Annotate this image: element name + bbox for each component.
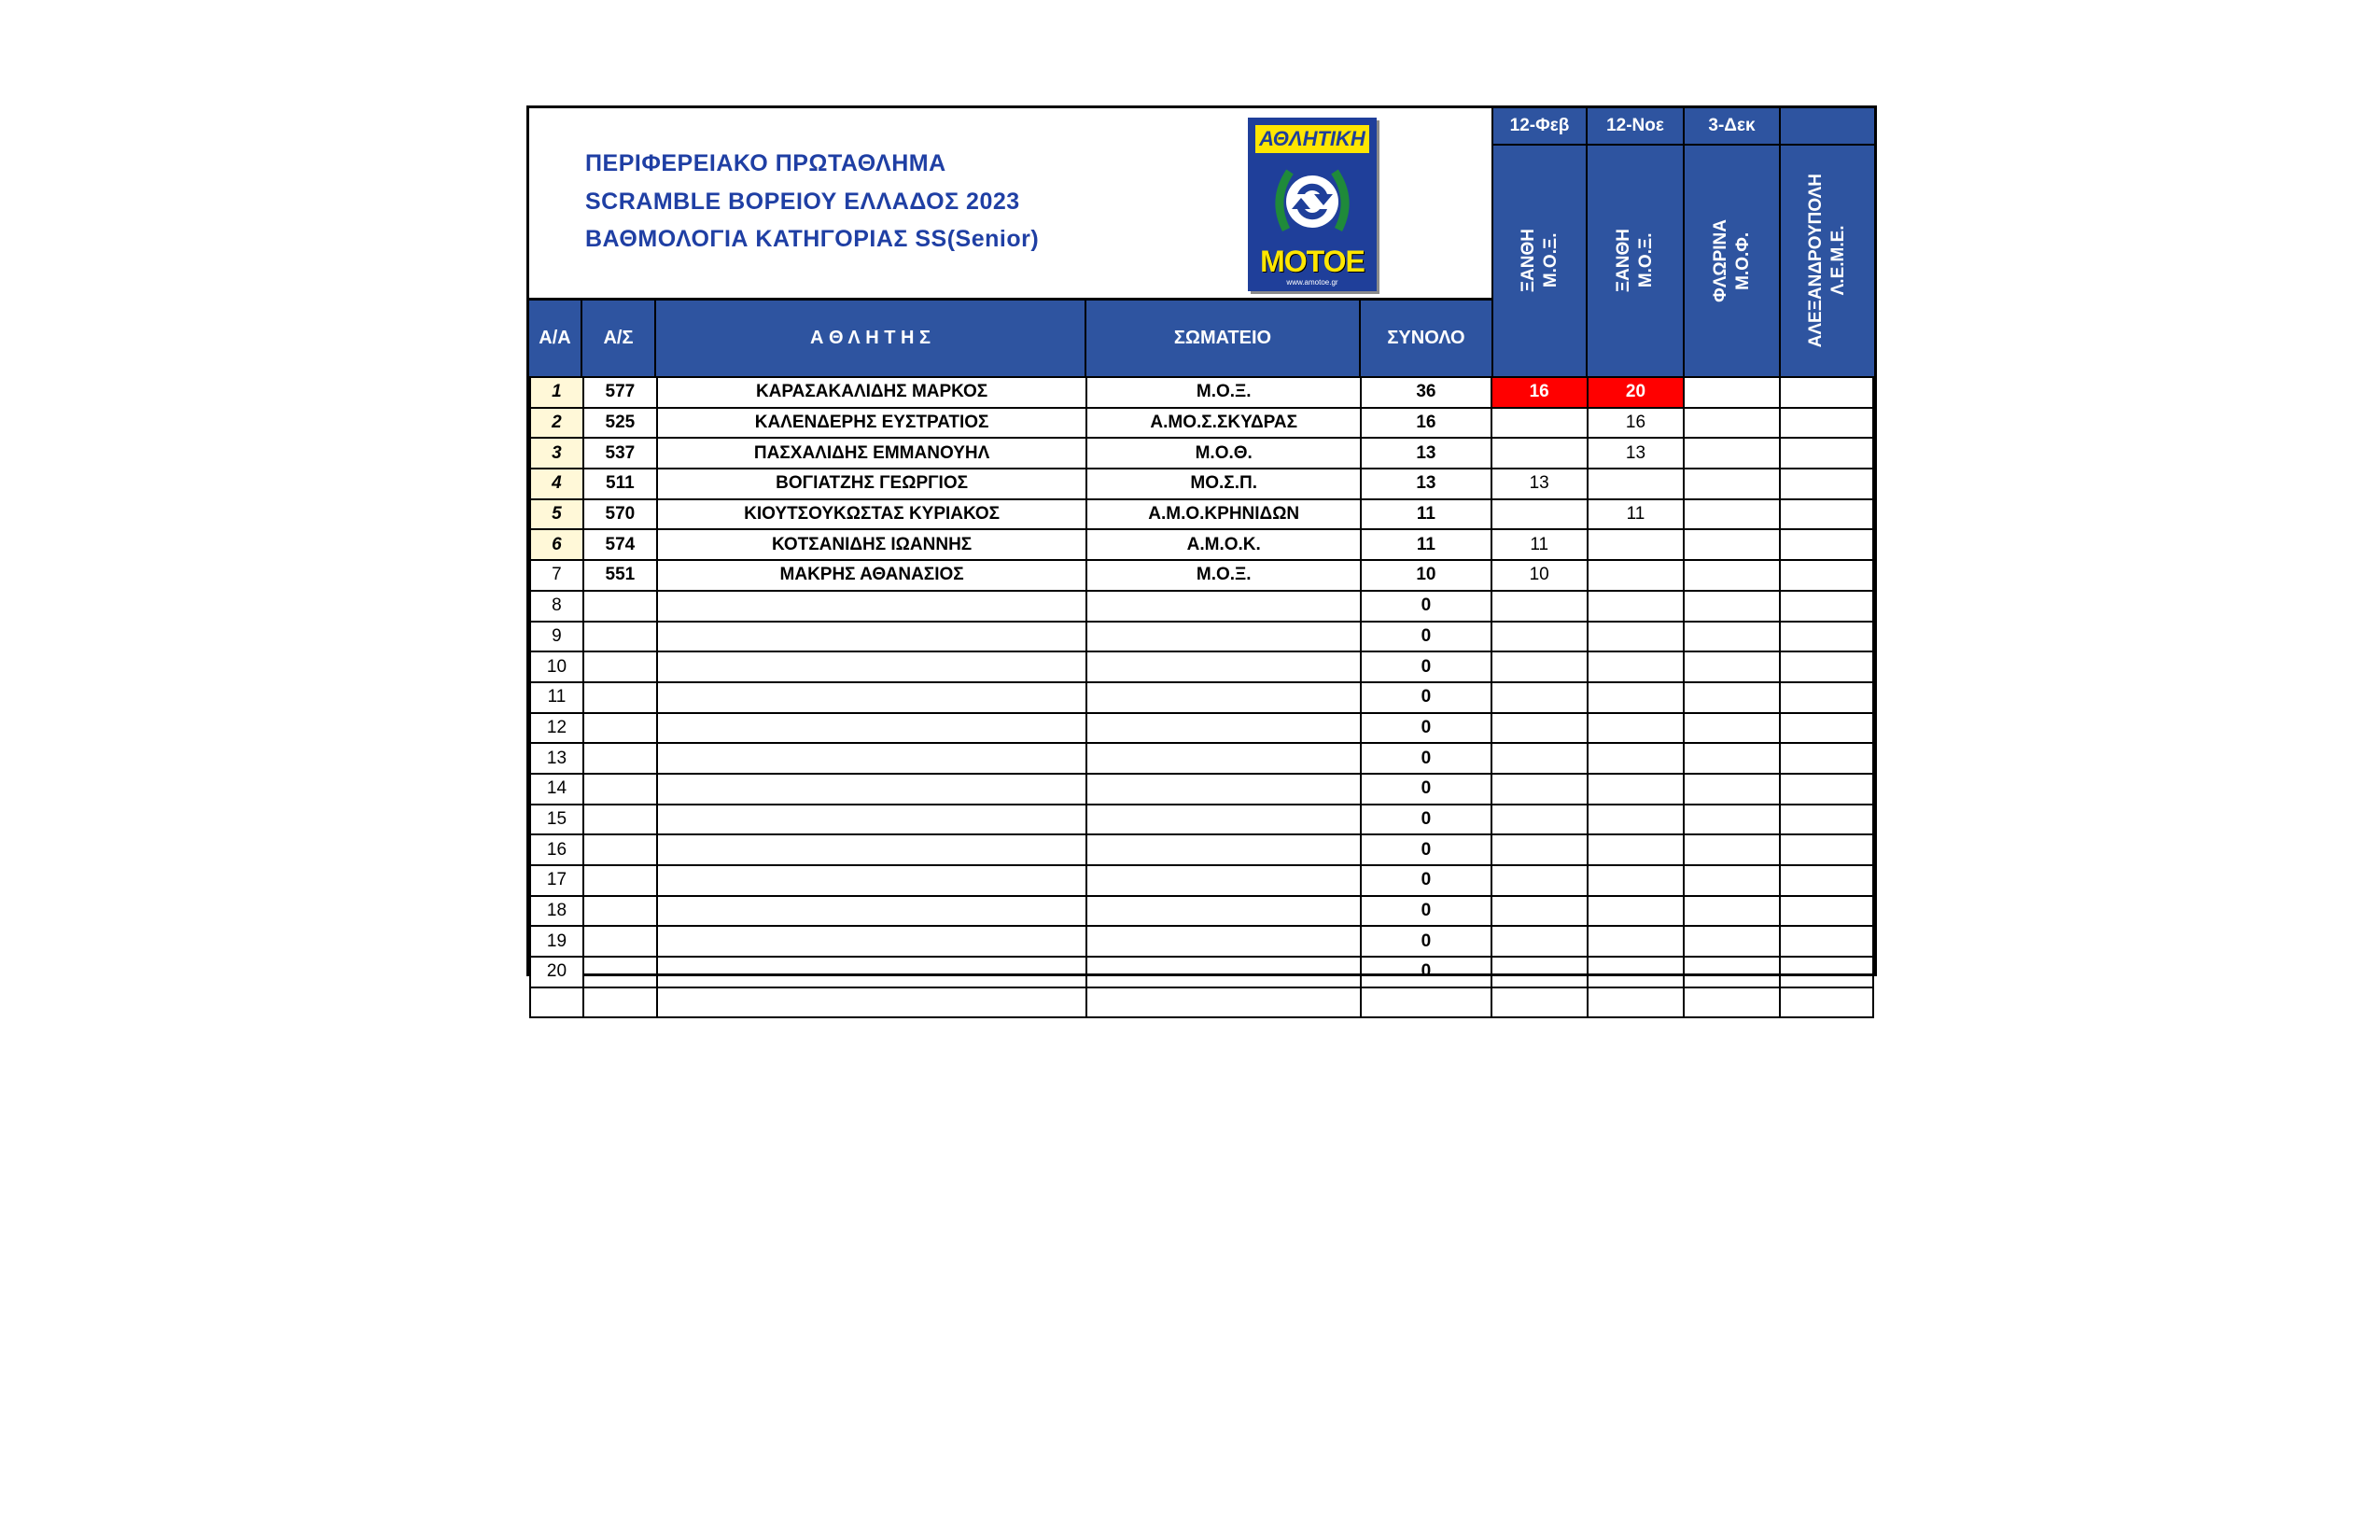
race-date-3: 3-Δεκ (1685, 108, 1781, 146)
number-cell: 577 (583, 377, 657, 408)
athlete-cell (657, 622, 1087, 652)
total-cell: 0 (1361, 591, 1491, 622)
race-points-cell: 11 (1491, 529, 1588, 560)
rank-cell: 13 (530, 743, 583, 774)
race-venue-1-name: ΞΑΝΘΗ (1518, 229, 1538, 293)
race-points-cell (1780, 560, 1873, 591)
race-points-cell (1780, 438, 1873, 469)
race-points-cell: 20 (1588, 377, 1685, 408)
number-cell: 525 (583, 408, 657, 439)
table-row (530, 499, 1873, 530)
race-points-cell (1588, 713, 1685, 744)
col-header-rank: Α/Α (529, 298, 582, 376)
table-row (530, 743, 1873, 774)
total-cell: 36 (1361, 377, 1491, 408)
number-cell (583, 651, 657, 682)
table-row (530, 926, 1873, 957)
race-points-cell (1491, 987, 1588, 1018)
rank-cell: 2 (530, 408, 583, 439)
rank-cell: 16 (530, 834, 583, 865)
race-points-cell (1491, 651, 1588, 682)
race-points-cell (1780, 987, 1873, 1018)
number-cell (583, 713, 657, 744)
race-points-cell (1684, 591, 1780, 622)
athlete-cell (657, 896, 1087, 927)
race-venue-3-name: ΦΛΩΡΙΝΑ (1710, 219, 1730, 302)
club-cell (1086, 774, 1361, 805)
race-points-cell (1780, 529, 1873, 560)
rank-cell: 7 (530, 560, 583, 591)
race-points-cell: 13 (1491, 469, 1588, 499)
race-points-cell (1588, 560, 1685, 591)
athlete-cell (657, 865, 1087, 896)
total-cell: 0 (1361, 651, 1491, 682)
race-points-cell (1491, 682, 1588, 713)
table-row (530, 682, 1873, 713)
rank-cell: 11 (530, 682, 583, 713)
athlete-cell: ΚΑΡΑΣΑΚΑΛΙΔΗΣ ΜΑΡΚΟΣ (657, 377, 1087, 408)
table-row (530, 651, 1873, 682)
number-cell: 511 (583, 469, 657, 499)
club-cell (1086, 896, 1361, 927)
race-points-cell (1588, 591, 1685, 622)
race-points-cell (1684, 469, 1780, 499)
race-points-cell (1588, 774, 1685, 805)
rank-cell: 18 (530, 896, 583, 927)
race-points-cell (1780, 591, 1873, 622)
race-points-cell (1588, 957, 1685, 987)
athlete-cell: ΚΙΟΥΤΣΟΥΚΩΣΤΑΣ ΚΥΡΙΑΚΟΣ (657, 499, 1087, 530)
race-venue-2-name: ΞΑΝΘΗ (1614, 229, 1633, 293)
club-cell: Α.Μ.Ο.Κ. (1086, 529, 1361, 560)
race-venue-4-name: ΑΛΕΞΑΝΔΡΟΥΠΟΛΗ (1806, 174, 1826, 348)
race-venue-1-org: Μ.Ο.Ξ. (1540, 233, 1561, 288)
race-venue-2-org: Μ.Ο.Ξ. (1636, 233, 1656, 288)
athlete-cell: ΚΟΤΣΑΝΙΔΗΣ ΙΩΑΝΝΗΣ (657, 529, 1087, 560)
total-cell: 0 (1361, 774, 1491, 805)
race-points-cell: 16 (1588, 408, 1685, 439)
race-points-cell (1491, 774, 1588, 805)
race-points-cell (1684, 926, 1780, 957)
race-points-cell (1684, 834, 1780, 865)
race-points-cell (1684, 682, 1780, 713)
number-cell (583, 926, 657, 957)
table-row (530, 987, 1873, 1018)
race-points-cell (1780, 499, 1873, 530)
race-points-cell (1684, 438, 1780, 469)
race-points-cell (1684, 560, 1780, 591)
race-points-cell: 11 (1588, 499, 1685, 530)
club-cell: Μ.Ο.Θ. (1086, 438, 1361, 469)
rank-cell: 4 (530, 469, 583, 499)
race-date-2: 12-Νοε (1588, 108, 1685, 146)
race-points-cell (1684, 805, 1780, 835)
number-cell (583, 805, 657, 835)
race-points-cell (1588, 682, 1685, 713)
race-points-cell (1780, 622, 1873, 652)
race-points-cell (1588, 865, 1685, 896)
athlete-cell (657, 743, 1087, 774)
number-cell: 551 (583, 560, 657, 591)
race-points-cell (1588, 834, 1685, 865)
race-date-1: 12-Φεβ (1491, 108, 1588, 146)
col-header-total: ΣΥΝΟΛΟ (1361, 298, 1491, 376)
club-cell: Α.Μ.Ο.ΚΡΗΝΙΔΩΝ (1086, 499, 1361, 530)
col-header-number: Α/Σ (582, 298, 656, 376)
race-venue-4 (1781, 146, 1874, 376)
race-points-cell (1588, 469, 1685, 499)
race-points-cell: 16 (1491, 377, 1588, 408)
race-points-cell: 13 (1588, 438, 1685, 469)
race-points-cell (1491, 926, 1588, 957)
race-venue-2 (1588, 146, 1685, 376)
race-points-cell (1684, 499, 1780, 530)
race-points-cell (1491, 408, 1588, 439)
athlete-cell (657, 651, 1087, 682)
race-points-cell (1588, 987, 1685, 1018)
race-points-cell (1684, 529, 1780, 560)
table-row (530, 438, 1873, 469)
race-venue-4-org: Λ.Ε.Μ.Ε. (1828, 226, 1848, 296)
club-cell (1086, 651, 1361, 682)
race-points-cell (1780, 682, 1873, 713)
table-row (530, 713, 1873, 744)
total-cell: 16 (1361, 408, 1491, 439)
race-points-cell (1780, 896, 1873, 927)
title-line-2: SCRAMBLE ΒΟΡΕΙΟΥ ΕΛΛΑΔΟΣ 2023 (585, 189, 1020, 215)
club-cell (1086, 682, 1361, 713)
race-points-cell (1588, 651, 1685, 682)
rank-cell: 14 (530, 774, 583, 805)
club-cell: Μ.Ο.Ξ. (1086, 377, 1361, 408)
amotoe-logo (1248, 118, 1377, 291)
club-cell (1086, 622, 1361, 652)
race-points-cell (1780, 408, 1873, 439)
title-line-3: ΒΑΘΜΟΛΟΓΙΑ ΚΑΤΗΓΟΡΙΑΣ SS(Senior) (585, 226, 1040, 252)
total-cell: 0 (1361, 896, 1491, 927)
race-points-cell (1780, 469, 1873, 499)
rank-cell: 19 (530, 926, 583, 957)
col-header-athlete: Α Θ Λ Η Τ Η Σ (656, 298, 1086, 376)
race-points-cell (1588, 529, 1685, 560)
athlete-cell (657, 682, 1087, 713)
race-points-cell (1780, 805, 1873, 835)
athlete-cell (657, 957, 1087, 987)
col-header-club: ΣΩΜΑΤΕΙΟ (1086, 298, 1361, 376)
table-row (530, 896, 1873, 927)
total-cell: 0 (1361, 957, 1491, 987)
race-points-cell (1491, 834, 1588, 865)
race-points-cell (1491, 622, 1588, 652)
athlete-cell (657, 805, 1087, 835)
number-cell (583, 682, 657, 713)
athlete-cell (657, 926, 1087, 957)
total-cell: 0 (1361, 834, 1491, 865)
rank-cell: 3 (530, 438, 583, 469)
rank-cell: 5 (530, 499, 583, 530)
rank-cell (530, 987, 583, 1018)
table-row (530, 865, 1873, 896)
table-row (530, 560, 1873, 591)
rank-cell: 10 (530, 651, 583, 682)
logo-bottom-text: ΜΟΤΟΕ (1260, 244, 1365, 278)
club-cell (1086, 865, 1361, 896)
race-points-cell (1491, 896, 1588, 927)
number-cell (583, 896, 657, 927)
race-points-cell (1684, 408, 1780, 439)
table-row (530, 957, 1873, 987)
total-cell: 0 (1361, 682, 1491, 713)
race-points-cell (1588, 805, 1685, 835)
race-points-cell (1780, 834, 1873, 865)
rank-cell: 20 (530, 957, 583, 987)
total-cell: 0 (1361, 865, 1491, 896)
club-cell (1086, 926, 1361, 957)
number-cell (583, 591, 657, 622)
total-cell (1361, 987, 1491, 1018)
race-points-cell (1684, 377, 1780, 408)
race-points-cell (1780, 651, 1873, 682)
club-cell: Α.ΜΟ.Σ.ΣΚΥΔΡΑΣ (1086, 408, 1361, 439)
athlete-cell: ΜΑΚΡΗΣ ΑΘΑΝΑΣΙΟΣ (657, 560, 1087, 591)
club-cell (1086, 987, 1361, 1018)
logo-top-text: ΑΘΛΗΤΙΚΗ (1259, 127, 1365, 150)
race-points-cell (1684, 774, 1780, 805)
race-points-cell (1780, 774, 1873, 805)
number-cell (583, 743, 657, 774)
race-points-cell (1491, 499, 1588, 530)
club-cell: ΜΟ.Σ.Π. (1086, 469, 1361, 499)
table-row (530, 591, 1873, 622)
number-cell (583, 622, 657, 652)
number-cell: 537 (583, 438, 657, 469)
title-line-1: ΠΕΡΙΦΕΡΕΙΑΚΟ ΠΡΩΤΑΘΛΗΜΑ (585, 150, 946, 176)
race-points-cell (1780, 377, 1873, 408)
total-cell: 0 (1361, 926, 1491, 957)
total-cell: 10 (1361, 560, 1491, 591)
athlete-cell (657, 713, 1087, 744)
race-points-cell (1491, 713, 1588, 744)
race-points-cell (1684, 865, 1780, 896)
race-points-cell (1684, 713, 1780, 744)
race-points-cell (1780, 865, 1873, 896)
table-row (530, 529, 1873, 560)
race-venue-3-org: Μ.Ο.Φ. (1732, 231, 1753, 290)
race-points-cell (1684, 896, 1780, 927)
athlete-cell (657, 591, 1087, 622)
club-cell (1086, 834, 1361, 865)
race-points-cell (1491, 743, 1588, 774)
race-points-cell (1491, 865, 1588, 896)
race-points-cell (1780, 743, 1873, 774)
number-cell (583, 865, 657, 896)
rank-cell: 12 (530, 713, 583, 744)
table-row (530, 377, 1873, 408)
race-venue-3 (1685, 146, 1781, 376)
total-cell: 0 (1361, 743, 1491, 774)
race-points-cell (1684, 622, 1780, 652)
logo-emblem-icon (1266, 153, 1359, 246)
race-points-cell (1588, 743, 1685, 774)
rank-cell: 6 (530, 529, 583, 560)
race-points-cell (1684, 987, 1780, 1018)
club-cell (1086, 591, 1361, 622)
table-row (530, 469, 1873, 499)
number-cell (583, 957, 657, 987)
athlete-cell (657, 987, 1087, 1018)
rank-cell: 15 (530, 805, 583, 835)
total-cell: 0 (1361, 713, 1491, 744)
race-points-cell (1588, 926, 1685, 957)
total-cell: 0 (1361, 622, 1491, 652)
athlete-cell (657, 834, 1087, 865)
rank-cell: 9 (530, 622, 583, 652)
logo-url-text: www.amotoe.gr (1286, 278, 1338, 287)
race-points-cell (1780, 926, 1873, 957)
rank-cell: 8 (530, 591, 583, 622)
club-cell (1086, 743, 1361, 774)
race-date-4 (1781, 108, 1874, 146)
race-venue-1 (1491, 146, 1588, 376)
number-cell (583, 774, 657, 805)
race-points-cell (1491, 438, 1588, 469)
athlete-cell: ΒΟΓΙΑΤΖΗΣ ΓΕΩΡΓΙΟΣ (657, 469, 1087, 499)
race-points-cell (1684, 743, 1780, 774)
race-points-cell: 10 (1491, 560, 1588, 591)
total-cell: 13 (1361, 469, 1491, 499)
club-cell (1086, 805, 1361, 835)
race-points-cell (1780, 713, 1873, 744)
athlete-cell: ΚΑΛΕΝΔΕΡΗΣ ΕΥΣΤΡΑΤΙΟΣ (657, 408, 1087, 439)
table-row (530, 805, 1873, 835)
race-points-cell (1491, 957, 1588, 987)
race-points-cell (1684, 651, 1780, 682)
race-points-cell (1491, 591, 1588, 622)
race-points-cell (1588, 896, 1685, 927)
number-cell: 570 (583, 499, 657, 530)
number-cell (583, 834, 657, 865)
total-cell: 11 (1361, 499, 1491, 530)
club-cell (1086, 713, 1361, 744)
table-row (530, 774, 1873, 805)
standings-rows (530, 377, 1873, 1017)
table-row (530, 408, 1873, 439)
total-cell: 11 (1361, 529, 1491, 560)
number-cell: 574 (583, 529, 657, 560)
table-row (530, 834, 1873, 865)
table-row (530, 622, 1873, 652)
athlete-cell (657, 774, 1087, 805)
club-cell (1086, 957, 1361, 987)
total-cell: 0 (1361, 805, 1491, 835)
race-points-cell (1588, 622, 1685, 652)
number-cell (583, 987, 657, 1018)
standings-sheet (526, 105, 1877, 982)
standings-table (529, 376, 1874, 1018)
total-cell: 13 (1361, 438, 1491, 469)
race-points-cell (1780, 957, 1873, 987)
athlete-cell: ΠΑΣΧΑΛΙΔΗΣ ΕΜΜΑΝΟΥΗΛ (657, 438, 1087, 469)
race-points-cell (1491, 805, 1588, 835)
club-cell: Μ.Ο.Ξ. (1086, 560, 1361, 591)
rank-cell: 1 (530, 377, 583, 408)
rank-cell: 17 (530, 865, 583, 896)
race-points-cell (1684, 957, 1780, 987)
